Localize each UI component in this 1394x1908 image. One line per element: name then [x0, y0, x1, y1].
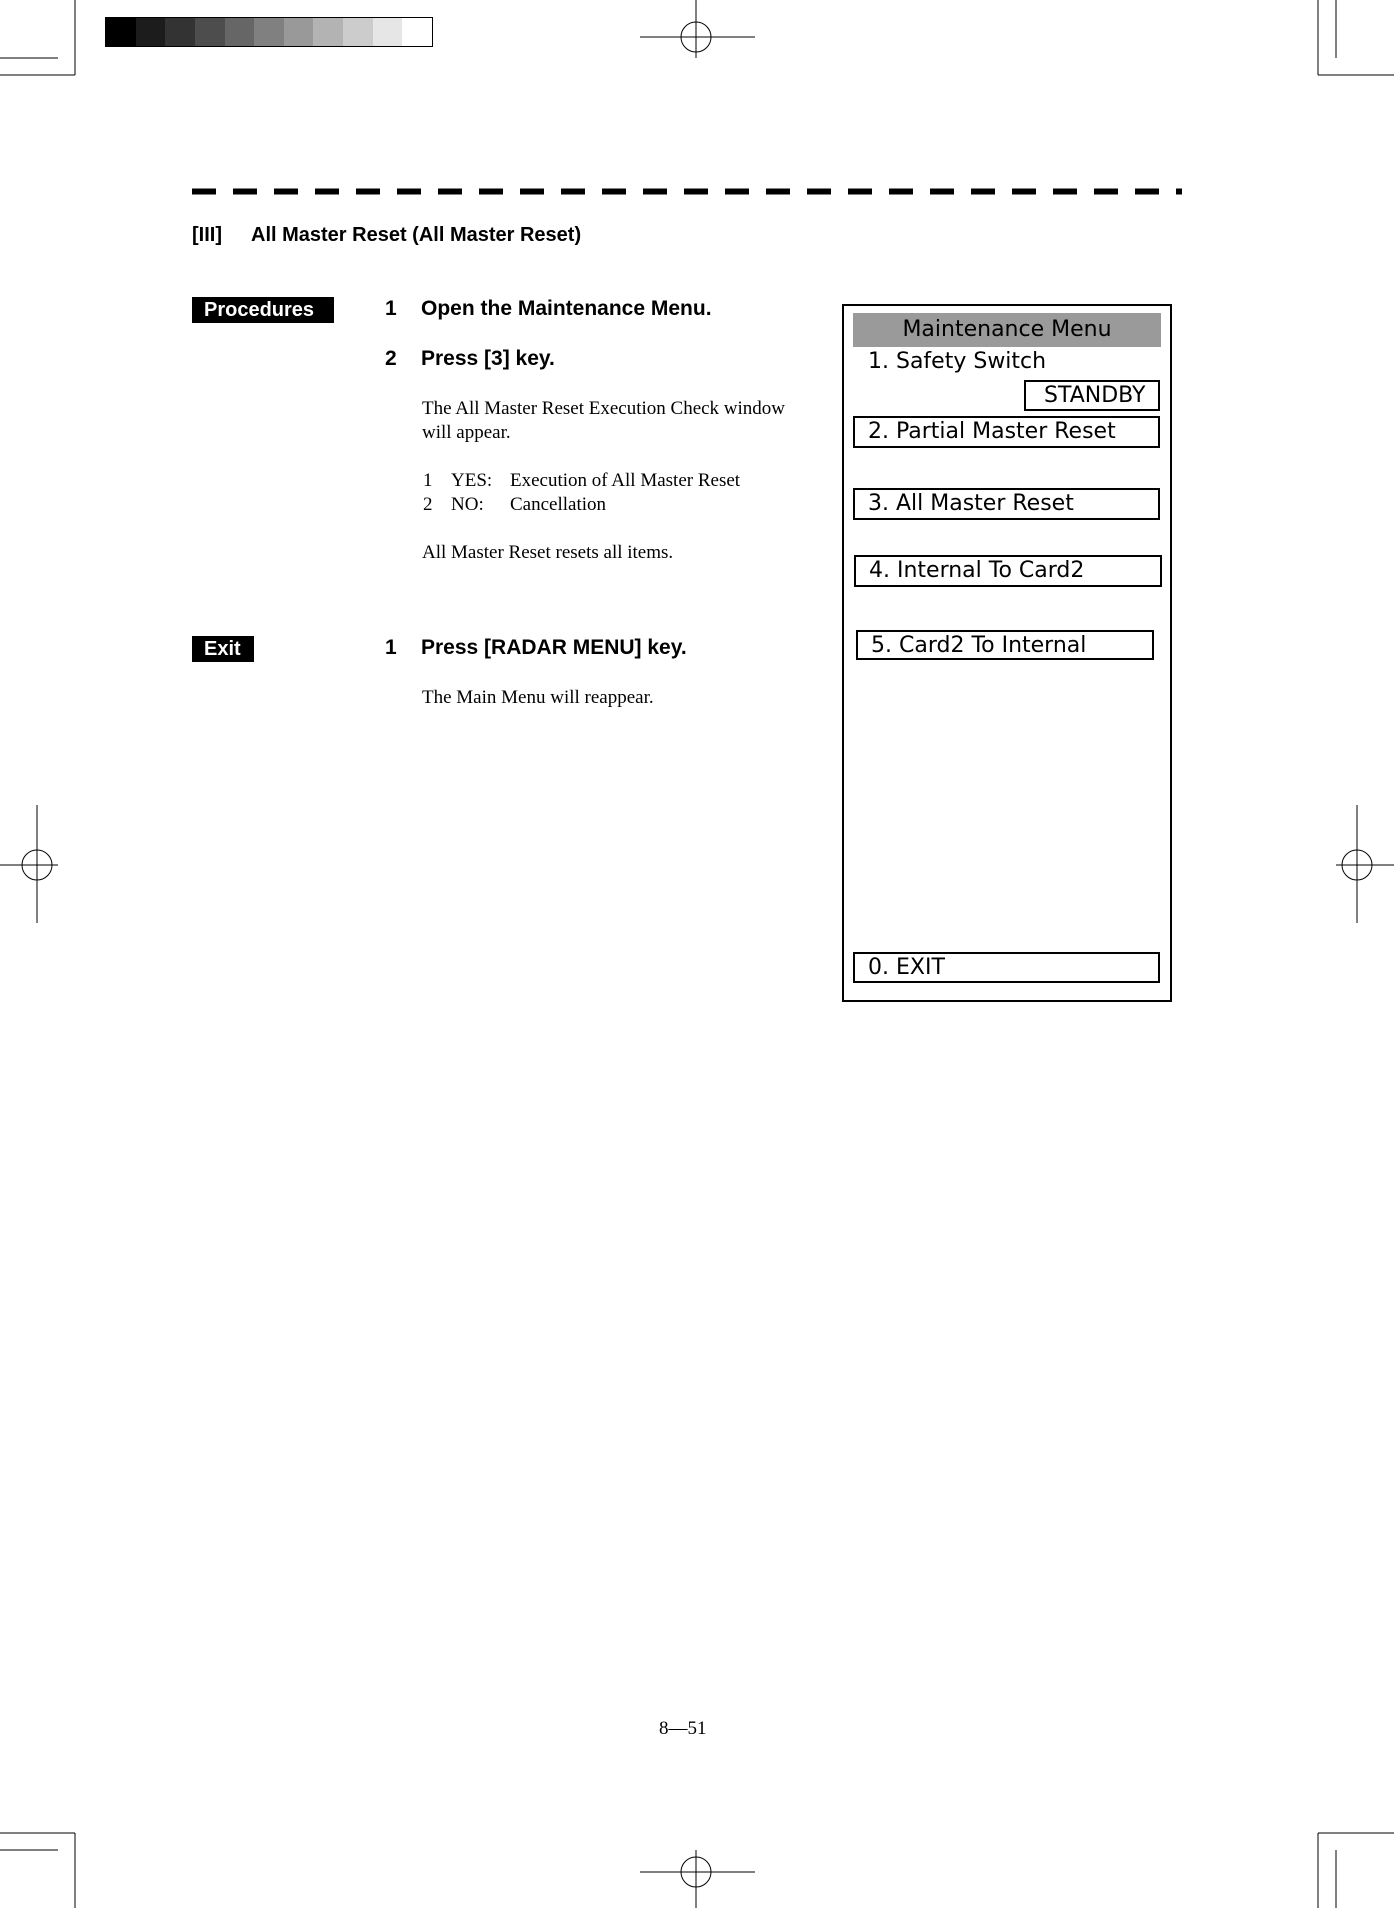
- page-number: 8—51: [659, 1718, 707, 1739]
- exit-note: The Main Menu will reappear.: [422, 687, 654, 708]
- option-no-key: NO:: [451, 494, 484, 515]
- menu-item-partial-master-reset[interactable]: 2. Partial Master Reset: [853, 416, 1160, 448]
- procedure-step-1-number: 1: [385, 297, 397, 320]
- section-number: [III]: [192, 224, 222, 246]
- procedure-note: All Master Reset resets all items.: [422, 542, 674, 563]
- procedure-description-line-2: will appear.: [422, 422, 511, 443]
- exit-label: Exit: [192, 636, 254, 662]
- safety-switch-value[interactable]: STANDBY: [1024, 380, 1160, 411]
- option-yes-text: Execution of All Master Reset: [510, 470, 741, 491]
- procedure-step-1-text: Open the Maintenance Menu.: [421, 297, 712, 320]
- dashed-separator: [192, 188, 1182, 195]
- procedures-label: Procedures: [192, 297, 334, 323]
- section-title: All Master Reset (All Master Reset): [251, 224, 582, 246]
- procedure-step-2-number: 2: [385, 347, 397, 370]
- menu-item-all-master-reset[interactable]: 3. All Master Reset: [853, 488, 1160, 520]
- maintenance-menu-title: Maintenance Menu: [853, 313, 1161, 347]
- menu-item-exit[interactable]: 0. EXIT: [853, 952, 1160, 983]
- menu-item-card2-to-internal[interactable]: 5. Card2 To Internal: [856, 630, 1154, 660]
- option-no-text: Cancellation: [510, 494, 607, 515]
- exit-step-text: Press [RADAR MENU] key.: [421, 636, 687, 659]
- option-no-number: 2: [423, 494, 433, 515]
- option-yes-key: YES:: [451, 470, 493, 491]
- menu-item-safety-switch[interactable]: 1. Safety Switch: [868, 349, 1047, 374]
- procedure-step-2-text: Press [3] key.: [421, 347, 555, 370]
- grayscale-calibration-strip: [105, 17, 433, 47]
- exit-step-number: 1: [385, 636, 397, 659]
- procedure-description-line-1: The All Master Reset Execution Check window: [422, 398, 786, 419]
- option-yes-number: 1: [423, 470, 433, 491]
- menu-item-internal-to-card2[interactable]: 4. Internal To Card2: [854, 555, 1162, 587]
